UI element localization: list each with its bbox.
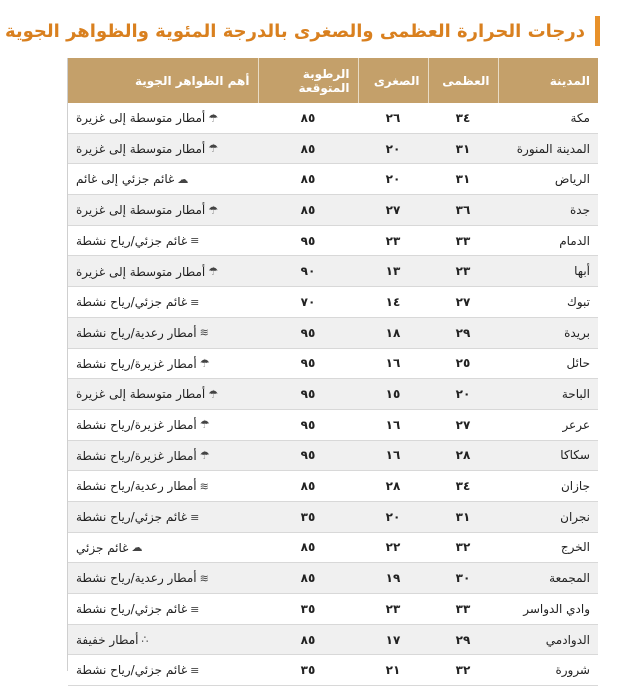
cell-weather <box>68 409 258 440</box>
cell-city: شرورة <box>498 655 598 686</box>
table-row <box>68 195 598 226</box>
cell-city: الباحة <box>498 379 598 410</box>
table-row <box>68 256 598 287</box>
cell-max: ٢٥ <box>428 348 498 379</box>
weather-cell-content <box>76 326 209 340</box>
cell-weather <box>68 287 258 318</box>
weather-icon: ≡ <box>190 234 200 248</box>
cell-max: ٣٤ <box>428 471 498 502</box>
cell-humidity: ٨٥ <box>258 133 358 164</box>
header-city: المدينة <box>498 58 598 103</box>
table-row <box>68 379 598 410</box>
weather-cell-content <box>76 142 218 156</box>
cell-max: ٢٧ <box>428 409 498 440</box>
weather-cell-content <box>76 449 210 463</box>
weather-icon: ☂ <box>208 203 219 217</box>
weather-cell-content <box>76 541 142 555</box>
cell-max: ٣٤ <box>428 103 498 133</box>
cell-humidity: ٩٥ <box>258 440 358 471</box>
weather-text: أمطار رعدية/رياح نشطة <box>76 571 197 586</box>
table-row <box>68 103 598 133</box>
cell-weather <box>68 379 258 410</box>
table-row <box>68 532 598 563</box>
cell-weather <box>68 532 258 563</box>
weather-cell-content <box>76 111 218 125</box>
table-row <box>68 471 598 502</box>
cell-city: المجمعة <box>498 563 598 594</box>
cell-city: الدمام <box>498 225 598 256</box>
weather-cell-content <box>76 203 218 217</box>
weather-text: أمطار رعدية/رياح نشطة <box>76 325 197 340</box>
cell-min: ٢٠ <box>358 133 428 164</box>
weather-text: أمطار متوسطة إلى غزيرة <box>76 203 206 218</box>
cell-weather <box>68 655 258 686</box>
weather-cell-content <box>76 265 218 279</box>
cell-humidity: ٩٥ <box>258 409 358 440</box>
weather-text: غائم جزئي إلى غائم <box>76 172 175 187</box>
table-row <box>68 133 598 164</box>
cell-humidity: ٨٥ <box>258 532 358 563</box>
weather-table-container <box>68 58 598 686</box>
cell-max: ٣٢ <box>428 655 498 686</box>
cell-city: جازان <box>498 471 598 502</box>
cell-weather <box>68 501 258 532</box>
cell-humidity: ٩٥ <box>258 379 358 410</box>
cell-max: ٣٣ <box>428 594 498 625</box>
table-row <box>68 440 598 471</box>
cell-weather <box>68 563 258 594</box>
table-header-row <box>68 58 598 103</box>
weather-cell-content <box>76 387 218 401</box>
table-row <box>68 348 598 379</box>
weather-icon: ☁ <box>131 541 143 555</box>
weather-text: أمطار غزيرة/رياح نشطة <box>76 448 197 463</box>
weather-cell-content <box>76 510 199 524</box>
header-weather: أهم الظواهر الجوية <box>68 58 258 103</box>
title-accent-bar <box>595 16 600 46</box>
cell-city: الخرج <box>498 532 598 563</box>
cell-city: جدة <box>498 195 598 226</box>
weather-icon: ≡ <box>190 663 200 677</box>
cell-min: ١٦ <box>358 440 428 471</box>
cell-city: عرعر <box>498 409 598 440</box>
weather-icon: ≡ <box>190 295 200 309</box>
cell-humidity: ٨٥ <box>258 624 358 655</box>
cell-humidity: ٩٠ <box>258 256 358 287</box>
weather-text: أمطار متوسطة إلى غزيرة <box>76 387 206 402</box>
cell-min: ٢٨ <box>358 471 428 502</box>
cell-weather <box>68 317 258 348</box>
cell-max: ٢٨ <box>428 440 498 471</box>
cell-max: ٢٩ <box>428 624 498 655</box>
cell-min: ١٨ <box>358 317 428 348</box>
cell-max: ٣٣ <box>428 225 498 256</box>
cell-weather <box>68 256 258 287</box>
page-title: درجات الحرارة العظمى والصغرى بالدرجة المئوية والظواهر الجوية <box>4 20 585 42</box>
weather-text: أمطار متوسطة إلى غزيرة <box>76 111 206 126</box>
cell-city: وادي الدواسر <box>498 594 598 625</box>
table-row <box>68 409 598 440</box>
table-row <box>68 594 598 625</box>
cell-min: ٢٠ <box>358 501 428 532</box>
cell-city: الدوادمي <box>498 624 598 655</box>
cell-humidity: ٨٥ <box>258 195 358 226</box>
weather-cell-content <box>76 357 210 371</box>
cell-humidity: ٣٥ <box>258 594 358 625</box>
cell-min: ٢٠ <box>358 164 428 195</box>
cell-weather <box>68 103 258 133</box>
cell-city: نجران <box>498 501 598 532</box>
weather-icon: ☂ <box>199 449 210 463</box>
cell-min: ٢٦ <box>358 103 428 133</box>
cell-max: ٣١ <box>428 133 498 164</box>
cell-humidity: ٧٠ <box>258 287 358 318</box>
weather-cell-content <box>76 663 199 677</box>
cell-max: ٢٧ <box>428 287 498 318</box>
weather-icon: ☂ <box>208 142 219 156</box>
weather-icon: ≡ <box>190 510 200 524</box>
cell-city: تبوك <box>498 287 598 318</box>
weather-table <box>68 58 598 686</box>
weather-cell-content <box>76 602 199 616</box>
weather-cell-content <box>76 633 148 647</box>
cell-max: ٣٦ <box>428 195 498 226</box>
weather-text: غائم جزئي/رياح نشطة <box>76 233 188 248</box>
cell-humidity: ٨٥ <box>258 471 358 502</box>
cell-min: ٢٢ <box>358 532 428 563</box>
weather-text: غائم جزئي/رياح نشطة <box>76 295 188 310</box>
cell-city: الرياض <box>498 164 598 195</box>
cell-max: ٢٣ <box>428 256 498 287</box>
cell-weather <box>68 225 258 256</box>
cell-min: ١٦ <box>358 409 428 440</box>
cell-weather <box>68 440 258 471</box>
weather-text: أمطار غزيرة/رياح نشطة <box>76 417 197 432</box>
table-row <box>68 501 598 532</box>
cell-city: مكة <box>498 103 598 133</box>
cell-humidity: ٩٥ <box>258 348 358 379</box>
weather-cell-content <box>76 295 199 309</box>
cell-max: ٢٩ <box>428 317 498 348</box>
table-row <box>68 164 598 195</box>
table-row <box>68 563 598 594</box>
cell-max: ٣١ <box>428 164 498 195</box>
cell-weather <box>68 164 258 195</box>
weather-text: غائم جزئي/رياح نشطة <box>76 602 188 617</box>
weather-cell-content <box>76 234 199 248</box>
cell-min: ٢١ <box>358 655 428 686</box>
cell-max: ٢٠ <box>428 379 498 410</box>
weather-cell-content <box>76 479 209 493</box>
table-row <box>68 317 598 348</box>
header-max: العظمى <box>428 58 498 103</box>
cell-min: ١٣ <box>358 256 428 287</box>
cell-weather <box>68 348 258 379</box>
weather-cell-content <box>76 172 188 186</box>
weather-text: أمطار غزيرة/رياح نشطة <box>76 356 197 371</box>
table-row <box>68 655 598 686</box>
weather-icon: ☂ <box>199 357 210 371</box>
weather-text: غائم جزئي/رياح نشطة <box>76 663 188 678</box>
weather-icon: ∴ <box>141 633 149 647</box>
weather-text: أمطار رعدية/رياح نشطة <box>76 479 197 494</box>
weather-text: أمطار خفيفة <box>76 632 139 647</box>
cell-weather <box>68 594 258 625</box>
weather-icon: ☁ <box>177 172 189 186</box>
weather-icon: ☂ <box>208 111 219 125</box>
weather-icon: ☂ <box>208 265 219 279</box>
cell-weather <box>68 195 258 226</box>
header-humidity: الرطوبة المتوقعة <box>258 58 358 103</box>
weather-text: غائم جزئي <box>76 540 129 555</box>
cell-humidity: ٨٥ <box>258 103 358 133</box>
cell-weather <box>68 624 258 655</box>
cell-min: ١٧ <box>358 624 428 655</box>
cell-max: ٣١ <box>428 501 498 532</box>
cell-min: ٢٣ <box>358 225 428 256</box>
weather-icon: ☂ <box>199 418 210 432</box>
weather-text: غائم جزئي/رياح نشطة <box>76 510 188 525</box>
table-row <box>68 287 598 318</box>
cell-humidity: ٩٥ <box>258 317 358 348</box>
cell-min: ٢٣ <box>358 594 428 625</box>
cell-humidity: ٨٥ <box>258 563 358 594</box>
cell-max: ٣٢ <box>428 532 498 563</box>
weather-text: أمطار متوسطة إلى غزيرة <box>76 141 206 156</box>
cell-min: ١٩ <box>358 563 428 594</box>
cell-weather <box>68 471 258 502</box>
cell-min: ١٥ <box>358 379 428 410</box>
cell-humidity: ٩٥ <box>258 225 358 256</box>
header-min: الصغرى <box>358 58 428 103</box>
cell-min: ٢٧ <box>358 195 428 226</box>
weather-icon: ☂ <box>208 387 219 401</box>
cell-humidity: ٣٥ <box>258 501 358 532</box>
cell-humidity: ٨٥ <box>258 164 358 195</box>
weather-cell-content <box>76 571 209 585</box>
weather-icon: ≋ <box>199 326 209 340</box>
weather-cell-content <box>76 418 210 432</box>
weather-icon: ≋ <box>199 571 209 585</box>
weather-icon: ≋ <box>199 479 209 493</box>
cell-min: ١٤ <box>358 287 428 318</box>
weather-icon: ≡ <box>190 602 200 616</box>
cell-city: سكاكا <box>498 440 598 471</box>
table-body <box>68 103 598 686</box>
cell-min: ١٦ <box>358 348 428 379</box>
cell-city: أبها <box>498 256 598 287</box>
table-row <box>68 225 598 256</box>
weather-text: أمطار متوسطة إلى غزيرة <box>76 264 206 279</box>
cell-humidity: ٣٥ <box>258 655 358 686</box>
cell-max: ٣٠ <box>428 563 498 594</box>
table-row <box>68 624 598 655</box>
cell-city: حائل <box>498 348 598 379</box>
cell-weather <box>68 133 258 164</box>
cell-city: بريدة <box>498 317 598 348</box>
cell-city: المدينة المنورة <box>498 133 598 164</box>
title-bar <box>5 14 600 48</box>
